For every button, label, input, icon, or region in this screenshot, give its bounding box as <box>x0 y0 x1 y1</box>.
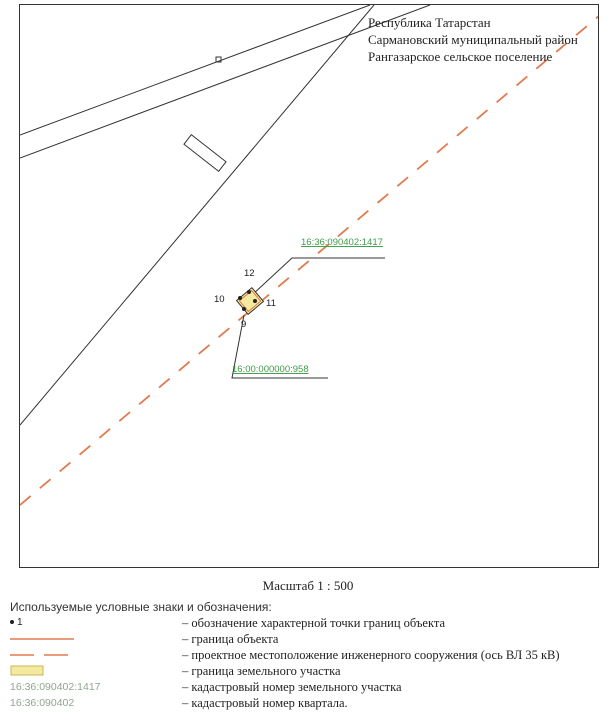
legend-point-text: 1 <box>17 617 23 628</box>
legend-desc-plot-number: – кадастровый номер земельного участка <box>182 680 402 694</box>
building-outline <box>184 135 226 172</box>
legend-desc-dashed: – проектное местоположение инженерного сооружения (ось ВЛ 35 кВ) <box>182 648 560 662</box>
legend-symbol-fill <box>10 663 175 679</box>
boundary-line-1 <box>20 5 370 135</box>
legend-desc-fill: – граница земельного участка <box>182 664 341 678</box>
point-11 <box>247 290 251 294</box>
legend-symbol-dashed-line <box>10 647 175 663</box>
leader-cadastral <box>252 258 385 295</box>
boundary-line-3 <box>20 5 374 425</box>
legend-symbol-point <box>10 615 175 631</box>
point-label-10: 10 <box>214 294 225 305</box>
cadastral-number-label[interactable]: 16:36:090402:1417 <box>301 237 383 248</box>
point-label-12: 11 <box>266 298 276 309</box>
map-canvas[interactable] <box>20 5 599 568</box>
region-district: Сармановский муниципальный район <box>368 32 578 47</box>
legend-row-fill <box>10 663 610 679</box>
legend-desc-solid: – граница объекта <box>182 632 279 646</box>
region-republic: Республика Татарстан <box>368 15 491 30</box>
legend-row-dashed <box>10 647 610 663</box>
scale-label: Масштаб 1 : 500 <box>262 578 354 593</box>
point-9 <box>242 307 246 311</box>
projected-line-axis <box>20 15 599 505</box>
region-block <box>368 14 578 65</box>
point-12 <box>253 299 257 303</box>
legend-symbol-plot-number: 16:36:090402:1417 <box>10 681 101 693</box>
legend-desc-point: – обозначение характерной точки границ объекта <box>182 616 446 630</box>
map-frame[interactable] <box>19 4 599 568</box>
legend-desc-block-number: – кадастровый номер квартала. <box>182 696 348 710</box>
land-plot-number-label[interactable]: 16:00:000000:958 <box>232 364 309 375</box>
region-settlement: Рангазарское сельское поселение <box>368 49 553 64</box>
legend-row-block-number <box>10 695 610 711</box>
point-10 <box>238 296 242 300</box>
legend-row-plot-number <box>10 679 610 695</box>
point-label-9: 9 <box>241 319 247 330</box>
legend-title: Используемые условные знаки и обозначения: <box>10 600 272 614</box>
legend-symbol-block-number: 16:36:090402 <box>10 697 75 709</box>
legend-row-point <box>10 615 610 631</box>
point-label-11: 12 <box>244 268 255 279</box>
legend-row-solid <box>10 631 610 647</box>
legend-symbol-solid-line <box>10 631 175 647</box>
